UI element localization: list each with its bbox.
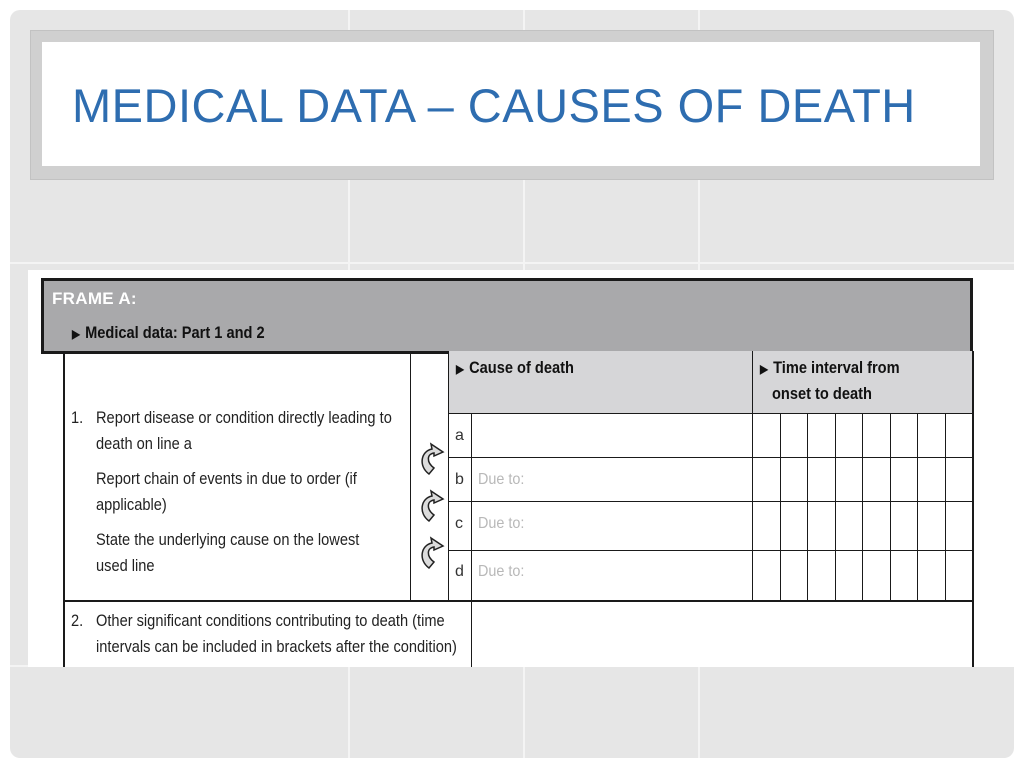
curved-up-arrow-icon xyxy=(419,442,445,476)
grid-line xyxy=(448,550,972,551)
right-triangle-icon: ▶ xyxy=(456,362,464,376)
grid-line xyxy=(65,600,972,602)
part2-line1: Other significant conditions contributing to death (time xyxy=(96,611,445,630)
grid-line xyxy=(752,351,753,601)
grid-line xyxy=(835,413,836,601)
curved-up-arrow-icon xyxy=(419,536,445,570)
death-certificate-form xyxy=(28,270,1014,667)
part1-line2: death on line a xyxy=(96,434,192,453)
time-header-line2: onset to death xyxy=(772,384,872,403)
part1-line3: Report chain of events in due to order (if xyxy=(96,469,357,488)
section-label-text: Medical data: Part 1 and 2 xyxy=(85,323,265,342)
cause-field-d[interactable]: Due to: xyxy=(478,563,525,580)
cause-field-b[interactable]: Due to: xyxy=(478,471,525,488)
part1-line4: applicable) xyxy=(96,495,167,514)
cause-of-death-header xyxy=(448,351,752,413)
grid-line xyxy=(410,351,411,601)
part2-number: 2. xyxy=(71,611,84,630)
time-header-text-1: Time interval from xyxy=(773,358,900,377)
grid-line xyxy=(917,413,918,601)
row-letter-d: d xyxy=(455,563,464,580)
grid-line xyxy=(471,413,472,667)
grid-line xyxy=(945,413,946,601)
grid-line xyxy=(890,413,891,601)
curved-up-arrow-icon xyxy=(419,489,445,523)
grid-line xyxy=(862,413,863,601)
form-body xyxy=(63,351,974,667)
time-header-line1 xyxy=(760,355,900,382)
grid-line xyxy=(807,413,808,601)
grid-line xyxy=(448,457,972,458)
cause-header-label xyxy=(456,355,574,382)
grid-line xyxy=(780,413,781,601)
right-triangle-icon: ▶ xyxy=(760,362,768,376)
part1-number: 1. xyxy=(71,408,84,427)
grid-line xyxy=(448,413,972,414)
tile-divider xyxy=(10,262,1014,264)
part1-line6: used line xyxy=(96,556,155,575)
slide-title: MEDICAL DATA – CAUSES OF DEATH xyxy=(72,79,916,132)
part1-line1: Report disease or condition directly leading to xyxy=(96,408,392,427)
time-interval-header xyxy=(752,351,972,413)
grid-line xyxy=(448,351,449,601)
section-label xyxy=(72,323,265,343)
part2-line2: intervals can be included in brackets after the condition) xyxy=(96,637,457,656)
row-letter-c: c xyxy=(455,515,463,532)
right-triangle-icon: ▶ xyxy=(72,327,80,341)
row-letter-a: a xyxy=(455,427,464,444)
part1-line5: State the underlying cause on the lowest xyxy=(96,530,360,549)
row-letter-b: b xyxy=(455,471,464,488)
frame-header xyxy=(41,278,973,354)
frame-label: FRAME A: xyxy=(52,289,137,308)
grid-line xyxy=(448,501,972,502)
cause-header-text: Cause of death xyxy=(469,358,574,377)
cause-field-c[interactable]: Due to: xyxy=(478,515,525,532)
